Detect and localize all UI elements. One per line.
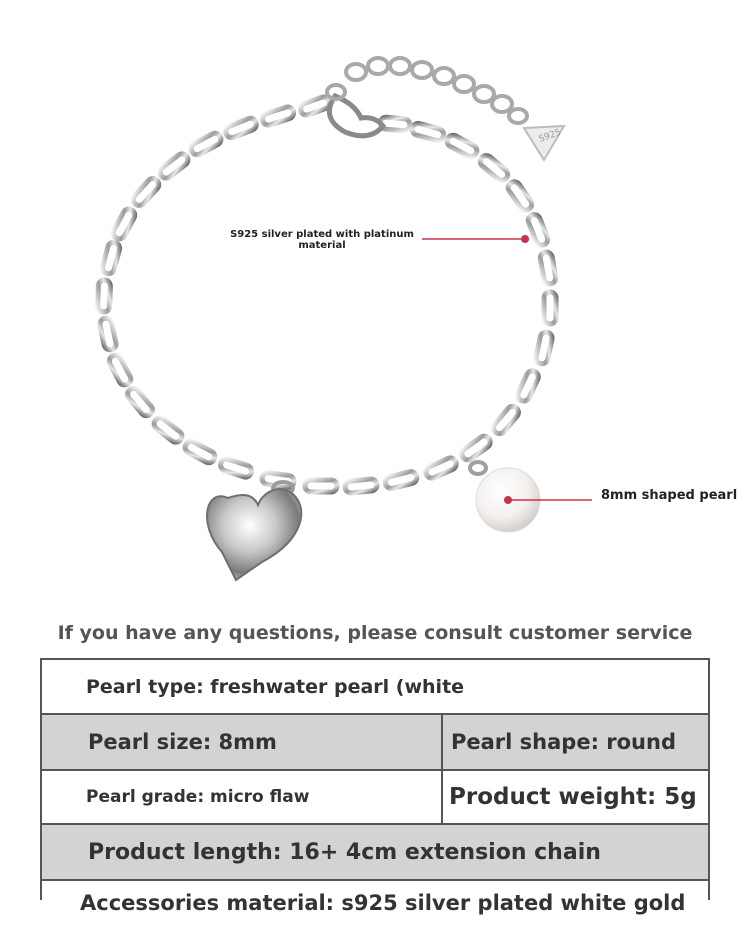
heart-pendant (207, 482, 301, 580)
customer-service-notice: If you have any questions, please consult customer service (57, 622, 693, 644)
spec-table (40, 658, 710, 915)
spec-product-weight: Product weight: 5g (441, 771, 708, 823)
spec-pearl-grade: Pearl grade: micro flaw (86, 787, 310, 807)
table-row (42, 881, 708, 937)
lobster-clasp (329, 96, 383, 136)
spec-product-length: Product length: 16+ 4cm extension chain (88, 839, 601, 865)
table-row (42, 660, 708, 715)
table-row (42, 771, 708, 825)
tag-text: S925 (537, 127, 563, 145)
material-callout-text: S925 silver plated with platinum material (230, 229, 414, 251)
material-callout-dot (521, 235, 529, 243)
pearl-callout-text: 8mm shaped pearl (601, 488, 738, 503)
s925-tag (524, 126, 564, 160)
spec-accessories: Accessories material: s925 silver plated white gold (80, 891, 686, 915)
table-row (42, 825, 708, 881)
table-row (42, 715, 708, 771)
bracelet-chain (97, 95, 556, 493)
pearl-callout-dot (504, 496, 512, 504)
pearl-pendant (470, 462, 540, 532)
spec-pearl-type: Pearl type: freshwater pearl (white (86, 675, 465, 698)
spec-pearl-size: Pearl size: 8mm (88, 730, 277, 754)
spec-pearl-shape: Pearl shape: round (441, 715, 708, 769)
